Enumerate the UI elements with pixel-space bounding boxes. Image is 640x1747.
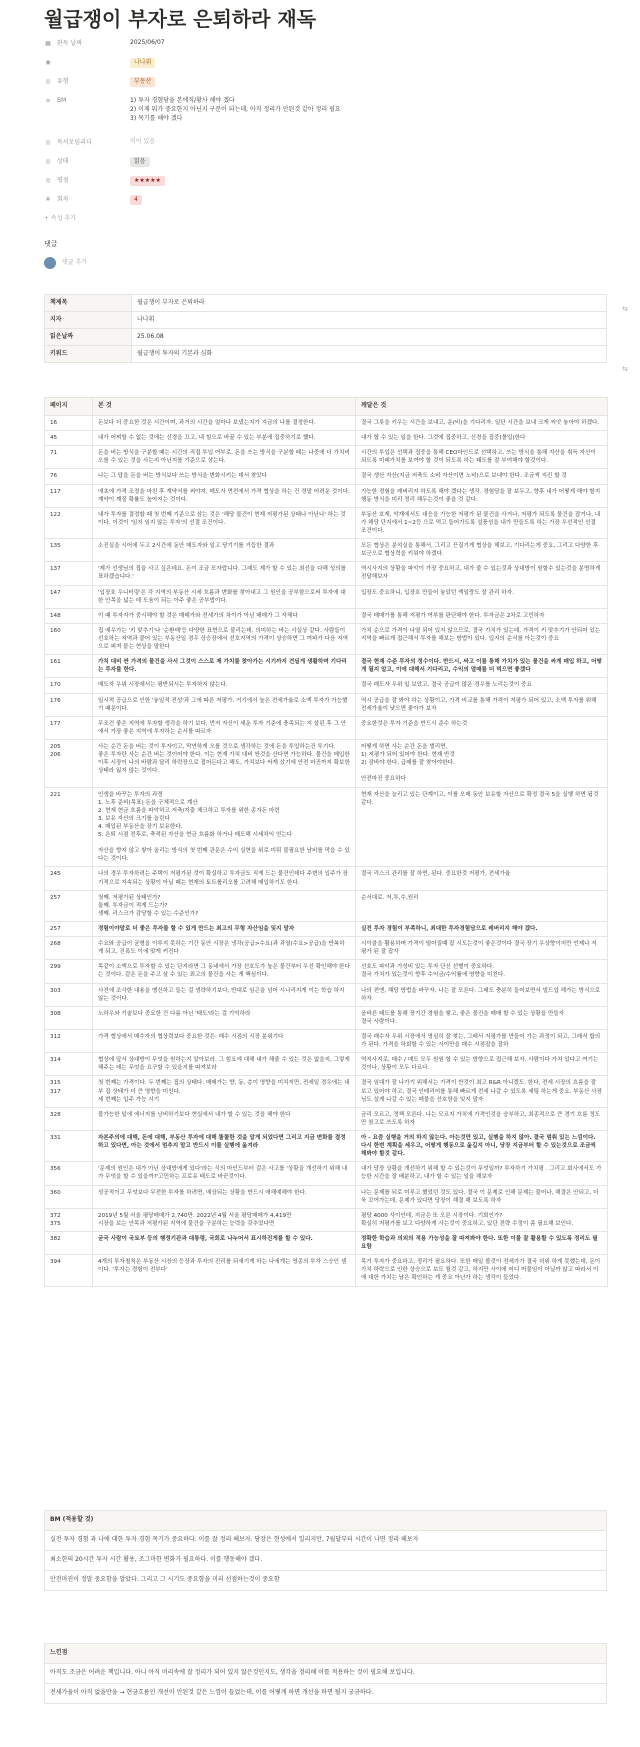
page-cell[interactable]: 177 xyxy=(45,716,93,739)
add-property-button[interactable]: + 속성 추가 xyxy=(44,215,77,222)
seen-cell[interactable]: 첫째. 저평가된 상태인가? 둘째. 투자금이 적게 드는가? 셋째. 리스크가 감당할 수 있는 수준인가? xyxy=(93,890,356,921)
table-handle-icon[interactable]: ⇆ xyxy=(622,305,628,313)
property-name: 독서모임리더 xyxy=(57,139,92,146)
table-row xyxy=(45,1231,608,1254)
learned-cell[interactable]: 결국 매매가를 통해 저평가 여부를 판단해야 한다. 투자금은 2차로 고민하자 xyxy=(356,608,608,623)
seen-cell[interactable]: 경험이야말로 더 좋은 투자를 할 수 있게 만드는 최고의 무형 자산임을 잊지 말자 xyxy=(93,922,356,937)
seen-cell[interactable]: 가격 협상에서 매수자의 협상력보다 중요한 것은: 매수 시점의 시장 분위기다 xyxy=(93,1030,356,1053)
seen-cell[interactable]: 굳국 사람이 국토부 등의 행정기관과 대통령, 국회로 나누어서 표시하진게를 할 수 있다. xyxy=(93,1231,356,1254)
table-row xyxy=(45,1162,608,1185)
learned-cell[interactable]: 부동산 호재, 악재에서도 대응을 가능한 저평가 된 물건을 사거나, 저평가 되도록 물건을 잡거나, 내가 해당 단지에서 1~2등 으로 먹고 들어가도록 설풍성을 내가 만들도록 하는 가장 우선적인 선결 조건이다. xyxy=(356,507,608,538)
info-value[interactable]: 월급쟁이 부자로 은퇴하라 xyxy=(132,295,607,312)
learned-cell[interactable]: 중요한것은 투자 기준을 반드시 준수 하는것 xyxy=(356,716,608,739)
table-row xyxy=(45,329,607,346)
seen-cell[interactable]: 이 때 투자자가 중시해야 할 것은 매매가와 전세가의 차이가 아닌 매매가 그 자체다 xyxy=(93,608,356,623)
select-icon: ◎ xyxy=(45,78,51,85)
comment-input[interactable]: 댓글 추가 xyxy=(62,259,88,267)
page-cell[interactable]: 117 xyxy=(45,484,93,507)
seen-cell[interactable]: '입장호 우니터링'은 각 지역의 부동산 시세 흐름과 변화를 찾아내고 그 원인을 공부함으로써 투자에 대한 안목을 넓는 데 도움이 되는 아주 좋은 공부법이다. xyxy=(93,585,356,608)
table-row xyxy=(45,1255,608,1286)
learned-cell[interactable]: 나의 전엔, 해당 방법을 바꾸자. 나는 잘 모른다. 그래도 충분히 들어보면서 빌드업 해가는 방식으로 하자 xyxy=(356,983,608,1006)
seen-cell[interactable]: 내가 투자를 결정할 때 첫 번째 기준으로 삼는 것은 '해당 물건이 현재 저평가된 상태나 아닌나' 하는 것이다. 이것이 '임지 임지 않는 투자'의 선결 조건이다. xyxy=(93,507,356,538)
seen-cell[interactable]: 집 예우가는 '키 맞추기'나 '순환매'등 다양한 표현으로 불리는데, 의미하는 바는 사실상 같다. 사람들이 선호하는 지역과 붙어 있는 부동산일 경우 상승장에서 선호지역의 가격이 상승하면 그 여파가 다음 지역으로 퍼져 붙는 현상을 말한다 xyxy=(93,623,356,654)
learned-cell[interactable]: 모든 협상은 분석실을 통해서, 그리고 끈질기게 협상을 해보고, 기다리는게 중요, 그리고 다양한 후보군으로 협상력을 키워야 하겠다. xyxy=(356,539,608,562)
seen-cell[interactable]: 4개의 투자철칙은 부동산 시장의 등장과 투자의 진리를 되새기게 하는 나에게는 영종의 투자 스승인 셈이다. '투자는 경험이 전부다' xyxy=(93,1255,356,1286)
seen-cell[interactable]: 애초에 가격 조정을 마친 후 계약서를 써야지, 매도자 면전에서 가격 협상을 하는 건 정말 어려운 것이다. 계약이 깨질 확률도 높아지는 것이다. xyxy=(93,484,356,507)
table-row xyxy=(45,1185,608,1208)
page-cell[interactable]: 148 xyxy=(45,608,93,623)
bm-header[interactable]: BM (적용할 것) xyxy=(45,1511,607,1531)
seen-cell[interactable]: 매도자 우위 시장에서는 평반되시는 투자하지 않는다. xyxy=(93,678,356,693)
comments-section xyxy=(44,240,604,269)
rating-badge[interactable]: ★★★★★ xyxy=(130,176,165,186)
learned-cell[interactable]: 현재 자산을 늘리고 있는 단계이고, 이를 오래 동안 보유할 자산으로 확정 결국 5을 실행 하면 됩것 같다. xyxy=(356,787,608,867)
bm-value[interactable]: 1) 투자 경험담을 본에직/황사 해야 겠다 2) 이제 뭐가 중요한지 아닌지 구분이 되는데, 아직 정리가 안된것 같아 정리 필요 3) 목기를 해야 겠다 xyxy=(130,97,341,122)
learned-cell[interactable]: 결국 현재 수준 투자의 정수이다. 반드시, 싸고 이를 통해 가치가 있는 물건을 싸게 매입 하고, 어떻게 될지 알고, 이에 대해서 기다리고, 수익의 열매를 더 먹으면 좋겠다 xyxy=(356,655,608,678)
table-row xyxy=(45,693,608,716)
page-cell[interactable]: 122 xyxy=(45,507,93,538)
table-row xyxy=(45,1107,608,1130)
page-cell[interactable]: 303 xyxy=(45,983,93,1006)
star-icon: ◎ xyxy=(45,177,51,184)
seen-cell[interactable]: 자본주의에 대해, 돈에 대해, 부동산 투자에 대해 똘똘한 것을 알게 되었다면 그리고 지금 변화를 결정하고 있다면, 아는 것에서 멈추지 말고 반드시 이를 실행에 옮겨라 xyxy=(93,1131,356,1162)
property-value[interactable]: 2025/06/07 xyxy=(130,39,165,46)
table-row xyxy=(45,1006,608,1029)
property-name: 완독 날짜 xyxy=(57,40,83,47)
property-round[interactable] xyxy=(44,192,604,211)
properties-panel xyxy=(44,36,604,223)
bm-item[interactable]: 실전 투자 경험 과 나에 대한 투자 경험 목기가 중요하다. 이를 잘 정리 해보자. 당장은 현성에서 일리지만, 7월달부터 시간이 나면 정리 해보자 xyxy=(45,1531,607,1551)
book-info-table xyxy=(44,294,607,363)
table-row xyxy=(45,1076,608,1107)
bm-table xyxy=(44,1510,607,1591)
table-row xyxy=(45,507,608,538)
empty-value[interactable]: 비어 있음 xyxy=(130,138,156,145)
table-row xyxy=(45,1551,607,1571)
property-name: 상태 xyxy=(57,158,69,165)
page-cell[interactable]: 356 xyxy=(45,1162,93,1185)
property-person[interactable] xyxy=(44,55,604,74)
page-cell[interactable]: 205 206 xyxy=(45,739,93,787)
table-row xyxy=(45,867,608,890)
table-row xyxy=(45,431,608,446)
page-title[interactable]: 월급쟁이 부자로 은퇴하라 재독 xyxy=(44,7,317,31)
seen-cell[interactable]: 사는 순간 돈을 버는 것이 투자이고, 막연하게 오를 것으로 생각하는 것에 돈을 투입하는건 투기다. 좋은 투자란 사는 순간 버는 것이어야 한다. 이는 현재 가치 대비 싼것을 산다면 가능하다. 물건을 매입한 이후 시장이 나의 바람과 달리 하락장으로 접어든다고 해도, 가치보다 싸게 샀기에 안전 마진까지 확보한 상태라 잃지 않는 것이다. xyxy=(93,739,356,787)
seen-cell[interactable]: 똑같이 소액으로 투자할 수 있는 단지라면 그 동네에서 가장 선호도가 높은 물건부터 우선 확인해야 한다는 것이다. 같은 돈을 주고 살 수 있는 최고의 물건을 사는 게 핵심이다. xyxy=(93,960,356,983)
reading-notes-table xyxy=(44,397,608,1287)
learned-cell[interactable]: 순서대로. 저,투,수,원리 xyxy=(356,890,608,921)
page-cell[interactable]: 314 xyxy=(45,1053,93,1076)
page-cell[interactable]: 312 xyxy=(45,1030,93,1053)
page-cell[interactable]: 161 xyxy=(45,655,93,678)
page-cell[interactable]: 299 xyxy=(45,960,93,983)
relation-icon: ◎ xyxy=(45,139,51,146)
column-header-seen[interactable]: 본 것 xyxy=(93,398,356,416)
page-cell[interactable]: 45 xyxy=(45,431,93,446)
number-icon: # xyxy=(45,196,51,203)
add-comment-row[interactable] xyxy=(44,257,604,269)
property-rating[interactable] xyxy=(44,173,604,192)
page-cell[interactable]: 221 xyxy=(45,787,93,867)
table-row xyxy=(45,623,608,654)
page-cell[interactable]: 135 xyxy=(45,539,93,562)
property-name: 유형 xyxy=(57,78,69,85)
comments-label: 댓글 xyxy=(44,240,58,248)
property-bm[interactable] xyxy=(44,93,604,135)
table-row xyxy=(45,1053,608,1076)
page-cell[interactable]: 308 xyxy=(45,1006,93,1029)
table-row xyxy=(45,346,607,363)
learned-cell[interactable]: 실전 투자 경험이 부족하니, 최대한 투자경험담으로 레버리지 해야 겠다. xyxy=(356,922,608,937)
page-cell[interactable]: 268 xyxy=(45,937,93,960)
table-row xyxy=(45,585,608,608)
seen-cell[interactable]: 무조건 좋은 지역에 투자할 생각을 하기 보다, 먼저 자신이 세운 투자 기준에 충족되는 지 살핀 후 그 안에서 가장 좋은 지역에 투자하는 순서를 따르자 xyxy=(93,716,356,739)
page-cell[interactable]: 257 xyxy=(45,922,93,937)
property-status[interactable] xyxy=(44,154,604,173)
reflection-item[interactable]: 전세가율이 아직 없을만을 → 현금흐름인 개선이 안된것 같은 느낌이 들었는데, 이를 어떻게 하면 개선을 하면 될지 궁금하다. xyxy=(45,1684,607,1704)
learned-cell[interactable]: 어떻게 하면 사는 순간 돈을 벌리면, 1) 저평가 되어 있어야 한다. 현재 반것 2) 잠바야 한다. 급매를 잘 찾아야한다. 안전마진 중요하다 xyxy=(356,739,608,787)
info-value[interactable]: 25.06.08 xyxy=(132,329,607,346)
seen-cell[interactable]: 돈을 버는 방식을 구분할 때는 시간의 직접 투입 여부로, 돈을 쓰는 방식을 구분할 때는 나중에 더 가치비 오를 수 있는 것을 사는지 아닌지를 기준으로 삼는다. xyxy=(93,446,356,469)
info-key[interactable]: 읽은날짜 xyxy=(45,329,132,346)
learned-cell[interactable]: 평당 4000 사이인데, 지금은 또 오른 시장이다. 기회인가? 확실히 저평가를 보고 다양하게 사는것이 중요하고, 있단 전략 수정이 좀 필요해 보인다. xyxy=(356,1208,608,1231)
table-row xyxy=(45,716,608,739)
seen-cell[interactable]: 불가능한 일에 에너지를 낭비하기보다 현실에서 내가 할 수 있는 것을 해야 한다 xyxy=(93,1107,356,1130)
table-row xyxy=(45,890,608,921)
table-row xyxy=(45,539,608,562)
seen-cell[interactable]: 인생을 바꾸는 투자의 과정 1. 노후 준비(목표) 돈을 구체적으로 계산 2. 현재 현금 흐름을 파악하고 저축/지출 체크하고 투자를 위한 종자돈 마련 3. 보유 자산의 크기를 늘린다 4. 매입된 부동산을 장기 보유한다. 5. 은퇴 시점 전후로, 축적된 자산을 현금 흐름화 하거나 매도해 시세차익 얻는다 자산을 향지 않고 쌓아 올리는 방식의 첫 번째 관문은 수익 실현을 위로 미뤄 불필요한 남비를 막을 수 있다는 것이다. xyxy=(93,787,356,867)
person-icon: ◉ xyxy=(45,59,51,66)
table-row xyxy=(45,295,607,312)
type-tag[interactable]: 부동산 xyxy=(130,77,155,87)
learned-cell[interactable]: 역시사지의 상황을 파악이 가장 중요하고, 내가 줄 수 있는것과 상대방이 원할수 있는것을 분명하게 전달해보자 xyxy=(356,562,608,585)
table-row xyxy=(45,1684,607,1704)
table-row xyxy=(45,1131,608,1162)
seen-cell[interactable]: 성공적이고 무엇보다 무전한 투자를 하려면, 예상되는 상황을 반드시 애해예해야 한다. xyxy=(93,1185,356,1208)
property-date[interactable] xyxy=(44,36,604,55)
page-cell[interactable]: 76 xyxy=(45,469,93,484)
seen-cell[interactable]: 나의 경우 투자하려는 주택이 저평가된 것이 확실하고 투자금도 직게 드는 물건인데다 주변의 입주가 장기적으로 지속되는 상황이 아닐 때는 현재의 토트롤리오를 고려해 매입하기도 한다. xyxy=(93,867,356,890)
table-row xyxy=(45,562,608,585)
learned-cell[interactable]: 금리 모르고, 정책 모른다. 나는 모르지 가치에 가격인것을 숭부하고, 최종적으로 큰 경기 흐름 정도만 참고로 쓰도록 하자 xyxy=(356,1107,608,1130)
learned-cell[interactable]: 결국 생산 자산(지금 저축도 소비 자산이면 노비)으로 보내야 한다. 조금씩 지킨 할 것 xyxy=(356,469,608,484)
table-header-row xyxy=(45,398,608,416)
page-cell[interactable]: 71 xyxy=(45,446,93,469)
table-row xyxy=(45,1664,607,1684)
page-cell[interactable]: 315 317 xyxy=(45,1076,93,1107)
learned-cell[interactable]: 결국 그릇을 키우는 시간을 보내고, 운(비)을 기다리자. 일단 시간을 보내 크게 씨앗 놓아야 하겠다. xyxy=(356,416,608,431)
column-header-page[interactable]: 페이지 xyxy=(45,398,93,416)
seen-cell[interactable]: 첫 번째는 가격이다. 두 번째는 집의 상태다. 매매가는 향, 동, 층이 영향을 미치지만, 전세일 경우에는 내부 집 상태가 더 큰 영향을 미친다. 세 번째는 입주 가능 시기 xyxy=(93,1076,356,1107)
page-cell[interactable]: 176 xyxy=(45,693,93,716)
seen-cell[interactable]: 나는 그 답을 돈을 버는 방식보다 쓰는 방식을 변화시키는 데서 찾았다 xyxy=(93,469,356,484)
page-cell[interactable]: 257 xyxy=(45,890,93,921)
table-row xyxy=(45,787,608,867)
table-row xyxy=(45,469,608,484)
seen-cell[interactable]: 소진실을 시어에 두고 2시간에 동안 매도자와 일고 당기기를 거듭한 결과 xyxy=(93,539,356,562)
reflection-item[interactable]: 아직도 조금은 어려운 책입니다. 아니 아직 머리속에 잘 정리가 되어 있지 않은것인지도, 생각을 정리해 이를 적용하는 것이 필요해 보입니다. xyxy=(45,1664,607,1684)
bm-item[interactable]: 최소한의 20시간 투자 시간 활용, 조그마한 변화가 필요하다. 이를 행동해야 겠다. xyxy=(45,1551,607,1571)
bm-item[interactable]: 안전마진이 정말 중요함을 알았다. 그리고 그 시기도 중요함을 미리 선점하는것이 중요함 xyxy=(45,1571,607,1591)
page-cell[interactable]: 394 xyxy=(45,1255,93,1286)
learned-cell[interactable]: 결국 리스크 관리를 잘 하면, 된다. 중요한것 저평가, 전세가율 xyxy=(356,867,608,890)
learned-cell[interactable]: 나는 문제를 되로 미루고 했었던 것도 있다. 결국 이 문제로 인해 문제는 불어나, 해결은 안되고, 더욱 꼬여가는데, 문제가 있다면 당장이 해결 해 보도록 하자 xyxy=(356,1185,608,1208)
seen-cell[interactable]: '제가 선생님의 집을 사고 싶은데요. 돈이 조금 모자랍니다. 그래도 제가 할 수 있는 최선을 다해 성의를 표하겠습니다.' xyxy=(93,562,356,585)
seen-cell[interactable]: 내가 어찌할 수 없는 것에는 신경을 끄고, 내 힘으로 바꿀 수 있는 부분에 집중하기로 했다. xyxy=(93,431,356,446)
status-badge[interactable]: 읽음 xyxy=(130,157,150,167)
learned-cell[interactable]: 목기 투자가 중요하고, 정리가 필요하다. 또한 매일 볼것이 전세가가 결국 허위 하게 못했는데, 돈이 가치 하락으로 인한 상승으로 보도 될것 같고, 하지만 사이에 어디 머물임이 아닐까 않고 따라서 이에 대한 가치는 남은 확인하는 게 중요 아닌가 하는 생각이 들었다. xyxy=(356,1255,608,1286)
learned-cell[interactable]: 결국 매수자 우위 시장에서 영심히 잘 찾는, 그래서 저평가를 만들어 가는 과정이 되고, 그래서 합의가 된다. 가격을 하회할 수 있는 시이만을 매수 시점잡을 잘하 xyxy=(356,1030,608,1053)
property-type[interactable] xyxy=(44,74,604,93)
seen-cell[interactable]: 2019년 5월 서울 평당매매가 2,740만. 2022년 4월 서울 평당매매가 4,419만 시장을 보는 안목과 저평가된 지역에 물건을 구분하는 능력을 갖추었다면 xyxy=(93,1208,356,1231)
table-row xyxy=(45,739,608,787)
property-name: 평점 xyxy=(57,177,69,184)
table-row xyxy=(45,922,608,937)
info-value[interactable]: 나나휘 xyxy=(132,312,607,329)
table-handle-icon[interactable]: ⇆ xyxy=(622,365,628,373)
learned-cell[interactable]: 정확한 학습과 의외의 적용 가능성을 잘 따져봐야 한다. 또한 이를 잘 활용할 수 있도록 정리도 필요함 xyxy=(356,1231,608,1254)
property-name: BM xyxy=(57,97,67,104)
page-cell[interactable]: 16 xyxy=(45,416,93,431)
page-cell[interactable]: 137 xyxy=(45,562,93,585)
table-row xyxy=(45,655,608,678)
page-cell[interactable]: 160 xyxy=(45,623,93,654)
seen-cell[interactable]: 수요와 공급이 균형을 이루지 못하는 기간 동안 시장은 냉각(공급>수요)과 과열(수요>공급)을 반복하게 되고, 진폭도 이에 맞게 커진다 xyxy=(93,937,356,960)
page-cell[interactable]: 372 375 xyxy=(45,1208,93,1231)
seen-cell[interactable]: 협상에 앞서 상대방이 무엇을 원하는지 알아보라. 그 힘요에 대해 내가 해줄 수 있는 것은 없을지, 그렇게 해주는 데는 무엇을 요구할 수 있을지를 따져보라 xyxy=(93,1053,356,1076)
learned-cell[interactable]: 내가 당장 상황을 개선하기 위해 할 수 있는것이 무엇일까? 투자하기 가치평 . 그리고 회사에서도 가능한 시간을 잘 배분하고, 내가 할 수 있는 일을 해보자 xyxy=(356,1162,608,1185)
info-value[interactable]: 월급쟁이 투자의 기본과 심화 xyxy=(132,346,607,363)
learned-cell[interactable]: 결국 매도자 우위 일 보았고, 결국 공급이 많은 경우를 노리는것이 중요 xyxy=(356,678,608,693)
reflection-table xyxy=(44,1643,607,1704)
status-icon: ◎ xyxy=(45,158,51,165)
page-cell[interactable]: 382 xyxy=(45,1231,93,1254)
info-key[interactable]: 책제목 xyxy=(45,295,132,312)
column-header-learned[interactable]: 깨달은 것 xyxy=(356,398,608,416)
learned-cell[interactable]: 선호도 파악과 가성비 있는 투자 단신 선별이 중요하다. 결국 가치가 있는것이 향후 수익금/수익률에 영향을 미친다. xyxy=(356,960,608,983)
table-body xyxy=(45,416,608,1287)
table-row xyxy=(45,1208,608,1231)
calendar-icon: ▦ xyxy=(45,40,51,47)
round-badge[interactable]: 4 xyxy=(130,195,142,205)
text-icon: ≡ xyxy=(45,97,51,104)
table-row xyxy=(45,1571,607,1591)
table-header-row xyxy=(45,1644,607,1664)
learned-cell[interactable]: 입장도 중요하니, 입장호 만들어 놓았던 엑일랑도 잘 관리 하자. xyxy=(356,585,608,608)
table-row xyxy=(45,1531,607,1551)
table-header-row xyxy=(45,1511,607,1531)
seen-cell[interactable]: 일시적 공급으로 인한 '놓일적 전성'과 그에 따른 저평가. 거기에서 높은 전세가율로 소액 투자가 가능했기 때문이다. xyxy=(93,693,356,716)
learned-cell[interactable]: 아 - 요즘 실행을 거의 하지 않는다. 아는것만 있고, 실행을 하지 않아. 결국 멈춰 있는 느낌이다. 다시 한번 계획을 세우고, 어떻게 행동으로 옮길지 아니, 당장 지금부터 할 수 있는것으로 조금씩 해봐야 할것 같다. xyxy=(356,1131,608,1162)
person-tag[interactable]: 나나휘 xyxy=(130,58,155,68)
page-cell[interactable]: 360 xyxy=(45,1185,93,1208)
page-cell[interactable]: 170 xyxy=(45,678,93,693)
learned-cell[interactable]: 시간의 투입은 선택과 집중을 통해 CEO마인드로 선택하고, 쓰는 방식을 통해 자산을 취득 자산이 되도록 미래가치를 보여야 할 것이 되도록 하는 태도를 잘 부여해야 할것이다. xyxy=(356,446,608,469)
table-row xyxy=(45,937,608,960)
seen-cell[interactable]: 가치 대비 싼 가격의 물건을 사서 그것이 스스로 제 가치를 찾아가는 시기까지 견딜게 생활하며 기다리는 투자를 한다. xyxy=(93,655,356,678)
learned-cell[interactable]: 역지사지로, 매수 / 매도 모두 원원 할 수 있는 방향으로 접근해 보자. 사람이다 가치 있다고 여기는것이나, 상황이 모두 다르다. xyxy=(356,1053,608,1076)
table-row xyxy=(45,416,608,431)
table-row xyxy=(45,446,608,469)
page-cell[interactable]: 147 xyxy=(45,585,93,608)
table-row xyxy=(45,960,608,983)
learned-cell[interactable]: 가치 순으로 가격이 나열 되어 있지 않으므로, 결국 가치가 있는데, 가격이 키 맞추기가 안되어 있는 지역을 빠르게 접근해서 투자를 해보는 방법이 있다. 입지의 순서를 아는것이 중요 xyxy=(356,623,608,654)
seen-cell[interactable]: '문제의 원인은 내가 아닌 상대방에게 있다'라는 식의 마인드부터 걸은 사고를 '상황을 개선하기 위해 내가 무엇을 할 수 있을까?'고민하는 프로유 태도로 바꾼것이다. xyxy=(93,1162,356,1185)
avatar xyxy=(44,257,56,269)
seen-cell[interactable]: 사전에 조사한 내용을 맹신하고 들는 걸 생략하기보다, 반대로 임곤을 넘어 시나리지게 이는 학습 하지 않는 것이다. xyxy=(93,983,356,1006)
learned-cell[interactable]: 올바른 태도를 통해 장기간 경험을 쌓고, 좋은 물건을 매매 할 수 있는 상황을 만들자 결국 사람이다. xyxy=(356,1006,608,1029)
table-row xyxy=(45,608,608,623)
table-row xyxy=(45,983,608,1006)
property-leader[interactable] xyxy=(44,135,604,154)
property-name: 회차 xyxy=(57,196,69,203)
reflection-header[interactable]: 느낀점 xyxy=(45,1644,607,1664)
table-row xyxy=(45,484,608,507)
seen-cell[interactable]: 돈보다 더 중요한 것은 시간이며, 과거의 시간을 얼마나 보냈는지가 지금의 나를 결정한다. xyxy=(93,416,356,431)
page-cell[interactable]: 245 xyxy=(45,867,93,890)
table-row xyxy=(45,1030,608,1053)
table-row xyxy=(45,678,608,693)
page-cell[interactable]: 331 xyxy=(45,1131,93,1162)
seen-cell[interactable]: 노하우와 기술보다 중요한 건 다름 아닌 '태도'라는 걸 기억하라 xyxy=(93,1006,356,1029)
learned-cell[interactable]: 결국 임대가 잘 나가기 위해서는 가격이 싼것이 최고 R&R 아니겠도. 한다, 전세 시장의 흐름을 잘 보고 있어야 하고, 결국 인테리어를 통해 빠르게 전세 나갈 수 있도록 세팅 하는게 중요. 부동산 사장님도 설게 나갈 수 있는 매물을 선호함을 잊지 말자 xyxy=(356,1076,608,1107)
info-key[interactable]: 지자 xyxy=(45,312,132,329)
page-cell[interactable]: 328 xyxy=(45,1107,93,1130)
learned-cell[interactable]: 가능한 경험을 레버리지 하도록 해야 겠다는 생각. 경험담을 잘 보두고, 향후 내가 어떻게 해야 할지 행동 방식을 미리 정리 해두는것이 좋을 것 같다. xyxy=(356,484,608,507)
learned-cell[interactable]: 시이클을 활용하며 가격이 떨어질때 잡 시도는것이 좋은것이다 결국 장기 우상향이지만 언제나 저평가 된 잘 잡자 xyxy=(356,937,608,960)
learned-cell[interactable]: 역시 공급을 잘 봐야 하는 상황이고, 가격 비교를 통해 가격이 저평가 되어 있고, 소액 투자를 위해 전세가율이 낮으면 좋아가 보자 xyxy=(356,693,608,716)
table-row xyxy=(45,312,607,329)
info-key[interactable]: 키워드 xyxy=(45,346,132,363)
learned-cell[interactable]: 내가 할 수 있는 일을 한다. 그것에 집중하고, 신경을 집중(몰입)한다 xyxy=(356,431,608,446)
